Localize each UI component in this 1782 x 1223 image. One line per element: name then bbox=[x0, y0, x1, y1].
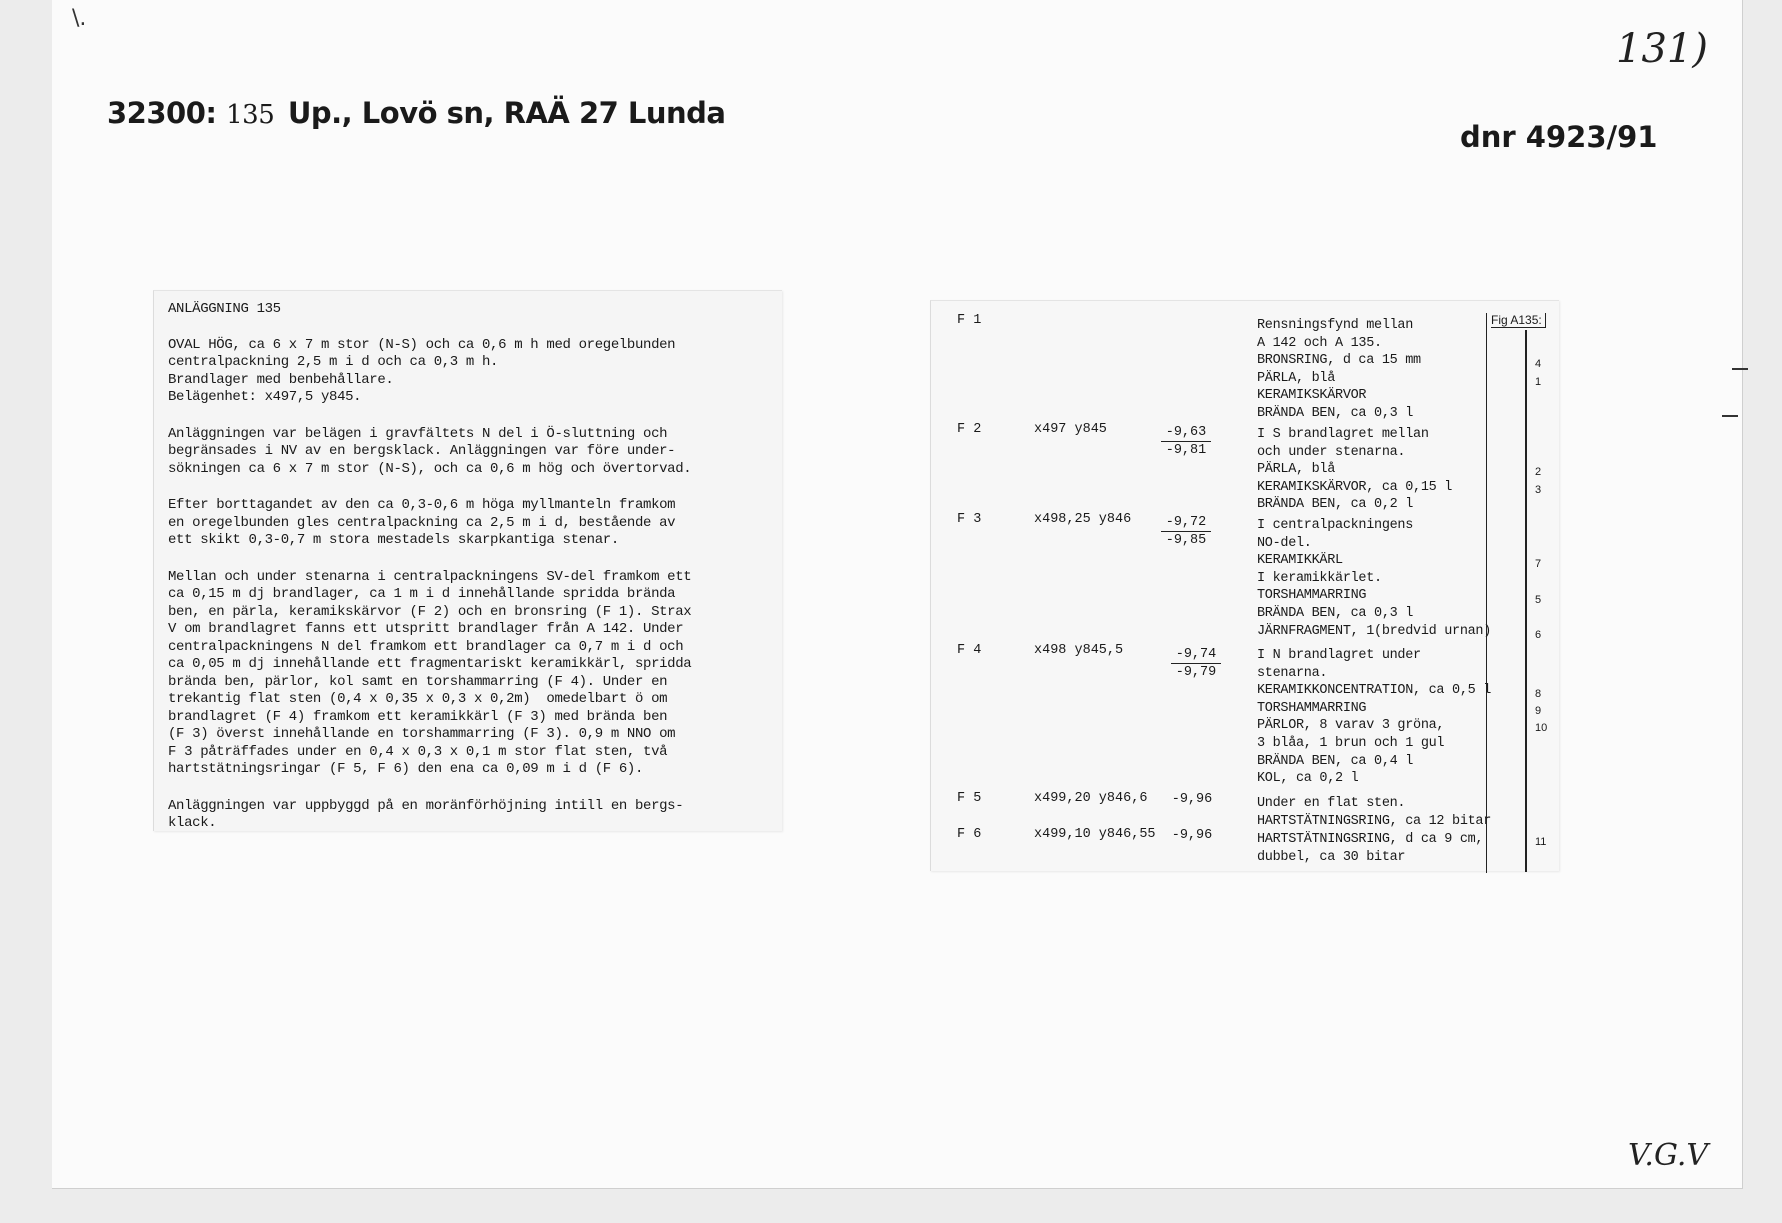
find-coord: x497 y845 bbox=[1034, 422, 1107, 437]
figure-number: 8 bbox=[1535, 688, 1542, 700]
figure-number: 1 bbox=[1535, 376, 1542, 388]
figure-rule bbox=[1525, 330, 1527, 872]
find-id: F 3 bbox=[957, 512, 982, 527]
paragraph: Mellan och under stenarna i centralpackningens SV-del framkom ett ca 0,15 m dj brandlager, ca 1 m i d innehållande spridda brända ben, en pärla, keramikskärvor (F 2) och en bronsring (F 1). Strax V om brandlagret fanns ett utspritt brandlager från A 142. Under centralpackningens N del framkom ett brandlager ca 0,7 m i d och ca 0,05 m dj innehållande ett fragmentariskt keramikkärl, spridda brända ben, pärlor, kol samt en torshammarring (F 4). Under en trekantig flat sten (0,4 x 0,35 x 0,3 x 0,2m) omedelbart ö om brandlagret (F 4) framkom ett keramikkärl (F 3) med brända ben (F 3) överst innehållande en torshammarring (F 3). 0,9 m NNO om F 3 påträffades under en 0,4 x 0,3 x 0,1 m stor flat sten, två hartstätningsringar (F 5, F 6) den ena ca 0,09 m i d (F 6). bbox=[168, 568, 692, 777]
find-description: I S brandlagret mellan och under stenarna. PÄRLA, blå KERAMIKSKÄRVOR, ca 0,15 l BRÄNDA BEN, ca 0,2 l bbox=[1257, 427, 1453, 513]
feature-heading: ANLÄGGNING 135 bbox=[168, 301, 281, 317]
find-id: F 2 bbox=[957, 422, 982, 437]
margin-tick bbox=[1722, 415, 1738, 417]
find-level: -9,72 -9,85 bbox=[1161, 514, 1211, 549]
find-description: Under en flat sten. HARTSTÄTNINGSRING, ca 12 bitar bbox=[1257, 796, 1492, 829]
paragraph: Anläggningen var belägen i gravfältets N del i Ö-sluttning och begränsades i NV av en bergsklack. Anläggningen var före under- sökningen ca 6 x 7 m stor (N-S), och ca 0,6 m hög och övertorvad. bbox=[168, 425, 692, 477]
handwritten-number: 135 bbox=[226, 100, 275, 130]
find-description: Rensningsfynd mellan A 142 och A 135. BRONSRING, d ca 15 mm PÄRLA, blå KERAMIKSKÄRVOR BRÄNDA BEN, ca 0,3 l bbox=[1257, 318, 1421, 421]
find-coord: x498 y845,5 bbox=[1034, 643, 1124, 658]
catalog-number: 32300: bbox=[107, 96, 217, 130]
paragraph: Efter borttagandet av den ca 0,3-0,6 m höga myllmanteln framkom en oregelbunden gles centralpackning ca 2,5 m i d, bestående av ett skikt 0,3-0,7 m stora mestadels skarpkantiga stenar. bbox=[168, 497, 676, 548]
find-coord: x499,20 y846,6 bbox=[1034, 791, 1148, 806]
signature: V.G.V bbox=[1628, 1138, 1709, 1173]
find-id: F 1 bbox=[957, 313, 982, 328]
find-description: HARTSTÄTNINGSRING, d ca 9 cm, dubbel, ca 30 bitar bbox=[1257, 832, 1484, 865]
margin-tick bbox=[1732, 368, 1748, 370]
find-id: F 4 bbox=[957, 643, 982, 658]
find-description: I centralpackningens NO-del. KERAMIKKÄRL I keramikkärlet. TORSHAMMARRING BRÄNDA BEN, ca 0,3 l JÄRNFRAGMENT, 1(bredvid urnan) bbox=[1257, 518, 1492, 639]
page-number: 131) bbox=[1616, 26, 1708, 72]
find-level: -9,63 -9,81 bbox=[1161, 424, 1211, 459]
find-level: -9,96 bbox=[1171, 792, 1213, 807]
finds-card bbox=[930, 300, 1559, 871]
description-card bbox=[153, 290, 782, 831]
find-id: F 6 bbox=[957, 827, 982, 842]
find-id: F 5 bbox=[957, 791, 982, 806]
paragraph: OVAL HÖG, ca 6 x 7 m stor (N-S) och ca 0,6 m h med oregelbunden centralpackning 2,5 m i d och ca 0,3 m h. Brandlager med benbehållare. Belägenhet: x497,5 y845. bbox=[168, 336, 676, 405]
page-title bbox=[107, 96, 726, 130]
figure-number: 6 bbox=[1535, 629, 1542, 641]
location: Up., Lovö sn, RAÄ 27 Lunda bbox=[287, 96, 726, 130]
find-description: I N brandlagret under stenarna. KERAMIKKONCENTRATION, ca 0,5 l TORSHAMMARRING PÄRLOR, 8 varav 3 gröna, 3 blåa, 1 brun och 1 gul BRÄNDA BEN, ca 0,4 l KOL, ca 0,2 l bbox=[1257, 648, 1492, 787]
find-coord: x498,25 y846 bbox=[1034, 512, 1132, 527]
figure-number: 10 bbox=[1535, 722, 1548, 734]
figure-number: 2 bbox=[1535, 466, 1542, 478]
figure-column bbox=[1486, 313, 1577, 873]
figure-number: 9 bbox=[1535, 705, 1542, 717]
figure-number: 5 bbox=[1535, 594, 1542, 606]
figure-header: Fig A135: bbox=[1487, 313, 1546, 327]
find-coord: x499,10 y846,55 bbox=[1034, 827, 1156, 842]
figure-number: 11 bbox=[1535, 836, 1547, 848]
paragraph: Anläggningen var uppbyggd på en moränförhöjning intill en bergs- klack. bbox=[168, 797, 684, 831]
corner-mark: \. bbox=[72, 6, 87, 31]
find-level: -9,74 -9,79 bbox=[1171, 646, 1221, 681]
figure-number: 7 bbox=[1535, 558, 1542, 570]
registry-number: dnr 4923/91 bbox=[1460, 120, 1658, 154]
figure-number: 4 bbox=[1535, 358, 1542, 370]
figure-number: 3 bbox=[1535, 484, 1542, 496]
find-level: -9,96 bbox=[1171, 828, 1213, 843]
